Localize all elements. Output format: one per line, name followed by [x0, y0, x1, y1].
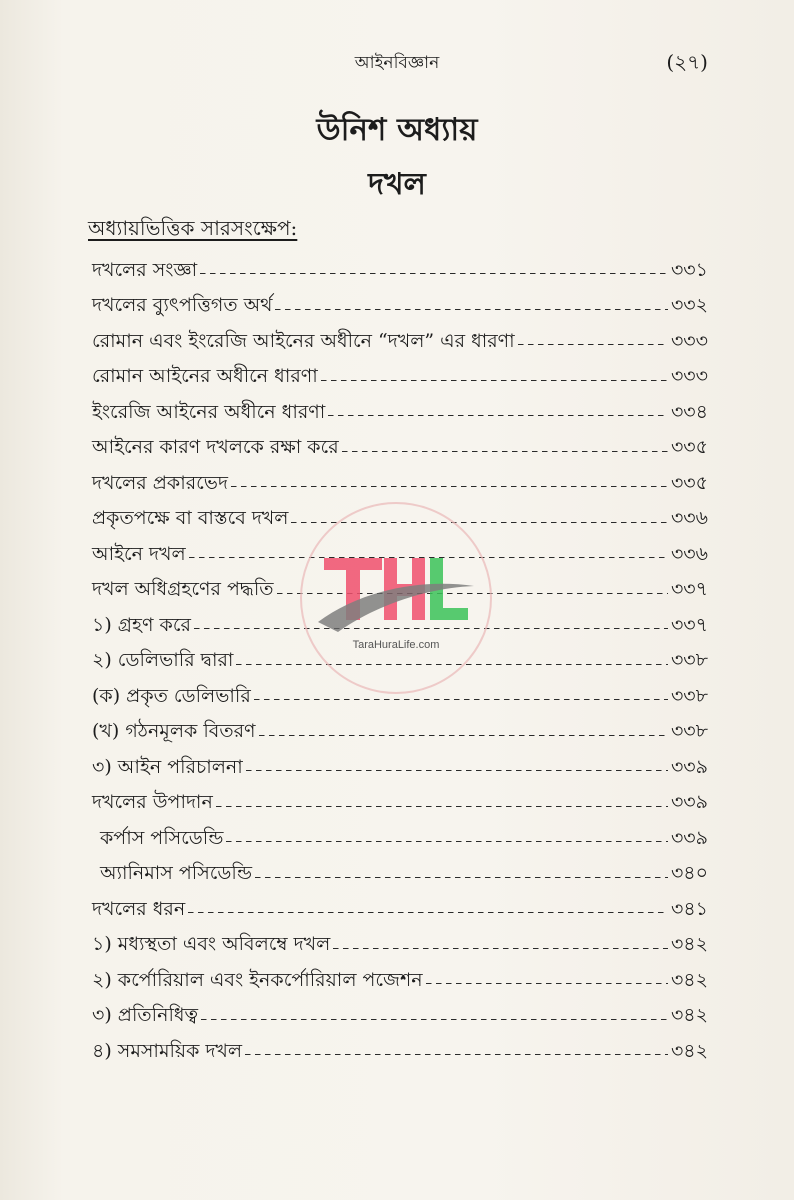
toc-entry-label: ১) গ্রহণ করে — [92, 613, 191, 636]
toc-entry-leader — [333, 948, 668, 949]
toc-entry-page: ৩৩৩ — [670, 329, 708, 352]
summary-heading: অধ্যায়ভিত্তিক সারসংক্ষেপ: — [88, 216, 298, 240]
toc-entry-label: দখলের সংজ্ঞা — [92, 258, 198, 281]
toc-entry-page: ৩৩৯ — [670, 826, 708, 849]
running-header — [0, 48, 794, 78]
toc-entry-page: ৩৩৮ — [670, 720, 708, 743]
toc-entry-leader — [245, 1054, 668, 1055]
toc-entry-page: ৩৩৪ — [670, 400, 708, 423]
toc-entry-page: ৩৪১ — [670, 897, 708, 920]
chapter-name: দখল — [368, 167, 426, 202]
toc-entry-page: ৩৪২ — [670, 968, 708, 991]
toc-entry — [0, 325, 794, 361]
toc-entry — [0, 787, 794, 823]
toc-entry-leader — [226, 841, 668, 842]
toc-entry-page: ৩৩৫ — [670, 471, 708, 494]
toc-entry-label: দখলের প্রকারভেদ — [92, 471, 228, 494]
toc-entry-leader — [188, 912, 668, 913]
toc-entry — [0, 1000, 794, 1036]
toc-entry-page: ৩৪২ — [670, 1004, 708, 1027]
toc-entry-page: ৩৩৯ — [670, 755, 708, 778]
running-title: আইনবিজ্ঞান — [354, 53, 440, 73]
toc-entry — [0, 964, 794, 1000]
toc-entry-label: দখল অধিগ্রহণের পদ্ধতি — [92, 578, 274, 601]
toc-entry-page: ৩৩৬ — [670, 507, 708, 530]
page-number: (২৭) — [666, 50, 708, 74]
toc-entry — [0, 254, 794, 290]
toc-entry-label: কর্পাস পসিডেন্ডি — [100, 826, 224, 849]
toc-entry-leader — [254, 699, 668, 700]
toc-entry — [0, 290, 794, 326]
toc-entry-page: ৩৩৬ — [670, 542, 708, 565]
toc-entry-page: ৩৩৯ — [670, 791, 708, 814]
toc-entry-leader — [426, 983, 668, 984]
toc-entry-label: ১) মধ্যস্থতা এবং অবিলম্বে দখল — [92, 933, 331, 956]
toc-entry-page: ৩৪০ — [670, 862, 708, 885]
toc-entry — [0, 751, 794, 787]
toc-entry-page: ৩৩৮ — [670, 649, 708, 672]
toc-entry — [0, 858, 794, 894]
toc-entry-page: ৩৩৭ — [670, 578, 708, 601]
toc-entry-label: দখলের ধরন — [92, 897, 186, 920]
toc-entry — [0, 396, 794, 432]
toc-entry — [0, 893, 794, 929]
toc-entry — [0, 467, 794, 503]
toc-entry-label: আইনে দখল — [92, 542, 186, 565]
watermark-logo — [318, 551, 474, 634]
toc-entry-label: (খ) গঠনমূলক বিতরণ — [92, 720, 256, 743]
toc-entry-label: ২) কর্পোরিয়াল এবং ইনকর্পোরিয়াল পজেশন — [92, 968, 423, 991]
toc-entry-leader — [321, 380, 668, 381]
toc-entry-leader — [246, 770, 668, 771]
toc-entry-leader — [231, 486, 668, 487]
toc-entry-label: রোমান এবং ইংরেজি আইনের অধীনে “দখল” এর ধারণা — [92, 329, 515, 352]
toc-entry-label: আইনের কারণ দখলকে রক্ষা করে — [92, 436, 339, 459]
toc-entry — [0, 822, 794, 858]
toc-entry-page: ৩৩২ — [670, 294, 708, 317]
toc-entry-page: ৩৪২ — [670, 933, 708, 956]
toc-entry-page: ৩৩১ — [670, 258, 708, 281]
toc-entry-leader — [275, 309, 668, 310]
toc-entry-page: ৩৩৩ — [670, 365, 708, 388]
watermark-site: TaraHuraLife.com — [352, 639, 440, 651]
toc-entry-label: (ক) প্রকৃত ডেলিভারি — [92, 684, 251, 707]
toc-entry-label: প্রকৃতপক্ষে বা বাস্তবে দখল — [92, 507, 289, 530]
toc-entry-label: ইংরেজি আইনের অধীনে ধারণা — [92, 400, 326, 423]
toc-entry-label: অ্যানিমাস পসিডেন্ডি — [100, 862, 253, 885]
toc-entry-label: দখলের ব্যুৎপত্তিগত অর্থ — [92, 294, 273, 317]
toc-entry-leader — [255, 877, 668, 878]
chapter-title: উনিশ অধ্যায় — [316, 112, 478, 148]
toc-entry-label: ৪) সমসাময়িক দখল — [92, 1039, 243, 1062]
toc-entry-leader — [328, 415, 668, 416]
toc-entry-label: ৩) প্রতিনিধিত্ব — [92, 1004, 199, 1027]
toc-entry-leader — [259, 735, 668, 736]
toc-entry-page: ৩৩৫ — [670, 436, 708, 459]
toc-entry-label: ২) ডেলিভারি দ্বারা — [92, 649, 234, 672]
toc-entry — [0, 432, 794, 468]
toc-entry — [0, 929, 794, 965]
toc-entry-label: ৩) আইন পরিচালনা — [92, 755, 243, 778]
toc-entry-leader — [201, 1019, 668, 1020]
toc-entry-page: ৩৪২ — [670, 1039, 708, 1062]
toc-entry-page: ৩৩৭ — [670, 613, 708, 636]
toc-entry-label: রোমান আইনের অধীনে ধারণা — [92, 365, 318, 388]
toc-entry — [0, 716, 794, 752]
toc-entry — [0, 1035, 794, 1071]
toc-entry — [0, 361, 794, 397]
toc-entry-leader — [342, 451, 668, 452]
toc-entry-leader — [200, 273, 668, 274]
toc-entry-leader — [518, 344, 668, 345]
toc-entry-page: ৩৩৮ — [670, 684, 708, 707]
toc-entry-label: দখলের উপাদান — [92, 791, 213, 814]
toc-entry-leader — [216, 806, 668, 807]
site-watermark — [298, 500, 494, 696]
